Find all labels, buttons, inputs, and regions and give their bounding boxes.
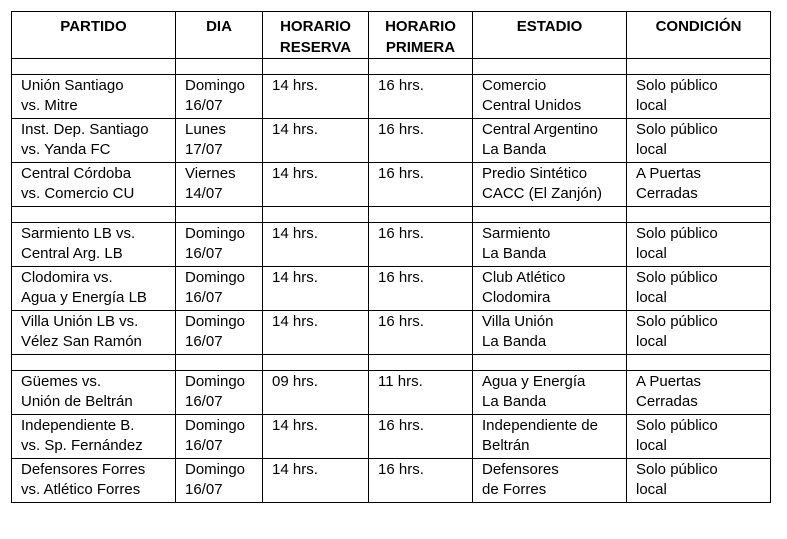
table-row [12, 163, 771, 207]
cell-partido-text: Vélez San Ramón [21, 333, 142, 350]
cell-estadio-text: La Banda [482, 141, 547, 158]
cell-dia [176, 311, 263, 355]
separator-cell [369, 355, 473, 371]
cell-estadio-text: Predio Sintético [482, 165, 588, 182]
cell-dia [176, 75, 263, 119]
cell-estadio-text: La Banda [482, 245, 547, 262]
cell-estadio-text: Clodomira [482, 289, 551, 306]
cell-horario-primera [369, 267, 473, 311]
header-text: DIA [206, 18, 232, 35]
header-text: HORARIO [280, 18, 351, 35]
cell-partido-text: Güemes vs. [21, 373, 102, 390]
cell-condicion-text: Solo público [636, 269, 718, 286]
cell-horario-reserva [263, 415, 369, 459]
cell-horario-primera [369, 163, 473, 207]
cell-estadio-text: Sarmiento [482, 225, 551, 242]
cell-dia-text: Domingo [185, 373, 246, 390]
table-row [12, 119, 771, 163]
header-text: RESERVA [279, 39, 352, 56]
cell-estadio-text: La Banda [482, 393, 547, 410]
cell-partido-text: Inst. Dep. Santiago [21, 121, 149, 138]
cell-estadio-text: Beltrán [482, 437, 530, 454]
cell-partido-text: Agua y Energía LB [21, 289, 147, 306]
header-estadio [473, 12, 627, 59]
cell-dia-text: Domingo [185, 417, 246, 434]
cell-estadio-text: Central Unidos [482, 97, 582, 114]
cell-horario-reserva [263, 223, 369, 267]
cell-dia-text: 16/07 [185, 289, 223, 306]
cell-partido-text: Villa Unión LB vs. [21, 313, 139, 330]
cell-condicion-text: Solo público [636, 461, 718, 478]
cell-partido-text: vs. Comercio CU [21, 185, 135, 202]
cell-condicion [627, 459, 771, 503]
cell-condicion [627, 163, 771, 207]
cell-estadio-text: Central Argentino [482, 121, 598, 138]
cell-estadio [473, 163, 627, 207]
separator-cell [176, 355, 263, 371]
cell-condicion [627, 119, 771, 163]
cell-estadio-text: Agua y Energía [482, 373, 586, 390]
cell-partido-text: Unión de Beltrán [21, 393, 133, 410]
cell-estadio-text: de Forres [482, 481, 547, 498]
cell-horario-reserva-text: 14 hrs. [272, 461, 318, 478]
cell-horario-reserva [263, 459, 369, 503]
header-text: HORARIO [385, 18, 456, 35]
cell-partido-text: vs. Mitre [21, 97, 78, 114]
cell-horario-primera-text: 11 hrs. [378, 373, 423, 390]
cell-estadio [473, 415, 627, 459]
cell-horario-reserva [263, 75, 369, 119]
cell-horario-primera-text: 16 hrs. [378, 269, 424, 286]
cell-condicion-text: local [636, 141, 667, 158]
cell-estadio [473, 119, 627, 163]
group-separator-row [12, 59, 771, 75]
cell-partido-text: vs. Sp. Fernández [21, 437, 143, 454]
cell-partido-text: Central Arg. LB [21, 245, 123, 262]
cell-condicion-text: Solo público [636, 77, 718, 94]
cell-dia-text: 17/07 [185, 141, 223, 158]
cell-condicion-text: Cerradas [636, 393, 698, 410]
separator-cell [473, 207, 627, 223]
cell-condicion-text: local [636, 97, 667, 114]
cell-horario-primera-text: 16 hrs. [378, 121, 424, 138]
header-text: PARTIDO [60, 18, 127, 35]
cell-estadio [473, 371, 627, 415]
cell-condicion-text: local [636, 333, 667, 350]
separator-cell [12, 207, 176, 223]
cell-dia-text: 16/07 [185, 245, 223, 262]
cell-estadio-text: La Banda [482, 333, 547, 350]
cell-dia [176, 371, 263, 415]
cell-horario-reserva [263, 311, 369, 355]
separator-cell [263, 207, 369, 223]
cell-dia-text: 16/07 [185, 97, 223, 114]
cell-condicion-text: A Puertas [636, 165, 702, 182]
cell-dia-text: Viernes [185, 165, 236, 182]
separator-cell [473, 355, 627, 371]
separator-cell [263, 355, 369, 371]
cell-estadio [473, 459, 627, 503]
cell-condicion [627, 223, 771, 267]
header-dia [176, 12, 263, 59]
table-row [12, 415, 771, 459]
cell-condicion-text: local [636, 481, 667, 498]
cell-horario-primera-text: 16 hrs. [378, 165, 424, 182]
table-row [12, 267, 771, 311]
cell-partido [12, 371, 176, 415]
cell-partido [12, 75, 176, 119]
cell-horario-primera [369, 75, 473, 119]
cell-dia-text: Domingo [185, 461, 246, 478]
cell-estadio-text: Villa Unión [482, 313, 554, 330]
cell-estadio-text: Independiente de [482, 417, 598, 434]
cell-dia [176, 459, 263, 503]
cell-horario-reserva-text: 14 hrs. [272, 77, 318, 94]
cell-partido-text: vs. Yanda FC [21, 141, 111, 158]
cell-condicion-text: Solo público [636, 121, 718, 138]
cell-dia-text: 14/07 [185, 185, 223, 202]
cell-dia-text: 16/07 [185, 437, 223, 454]
cell-horario-primera [369, 119, 473, 163]
header-text: ESTADIO [516, 18, 583, 35]
table-body [12, 59, 771, 503]
cell-dia-text: 16/07 [185, 333, 223, 350]
cell-dia-text: 16/07 [185, 481, 223, 498]
cell-dia-text: Domingo [185, 77, 246, 94]
cell-partido-text: Central Córdoba [21, 165, 132, 182]
cell-estadio [473, 311, 627, 355]
cell-condicion-text: A Puertas [636, 373, 702, 390]
cell-estadio-text: CACC (El Zanjón) [482, 185, 603, 202]
table-row [12, 223, 771, 267]
cell-partido [12, 267, 176, 311]
separator-cell [263, 59, 369, 75]
cell-horario-reserva-text: 09 hrs. [272, 373, 318, 390]
cell-condicion-text: local [636, 437, 667, 454]
cell-horario-primera-text: 16 hrs. [378, 225, 424, 242]
cell-horario-primera-text: 16 hrs. [378, 417, 424, 434]
separator-cell [627, 207, 771, 223]
cell-estadio-text: Comercio [482, 77, 547, 94]
cell-horario-reserva-text: 14 hrs. [272, 165, 318, 182]
cell-horario-reserva-text: 14 hrs. [272, 313, 318, 330]
cell-dia [176, 163, 263, 207]
cell-horario-primera-text: 16 hrs. [378, 313, 424, 330]
cell-condicion-text: Solo público [636, 417, 718, 434]
cell-condicion [627, 311, 771, 355]
cell-horario-reserva [263, 119, 369, 163]
cell-condicion [627, 371, 771, 415]
cell-horario-reserva [263, 163, 369, 207]
cell-dia-text: Lunes [185, 121, 226, 138]
cell-partido [12, 119, 176, 163]
cell-partido-text: Independiente B. [21, 417, 135, 434]
cell-partido [12, 223, 176, 267]
cell-condicion-text: local [636, 289, 667, 306]
cell-dia [176, 223, 263, 267]
cell-dia-text: 16/07 [185, 393, 223, 410]
header-condicion [627, 12, 771, 59]
cell-horario-reserva-text: 14 hrs. [272, 121, 318, 138]
group-separator-row [12, 207, 771, 223]
separator-cell [627, 59, 771, 75]
separator-cell [176, 59, 263, 75]
header-text: PRIMERA [385, 39, 456, 56]
separator-cell [176, 207, 263, 223]
cell-condicion-text: Solo público [636, 313, 718, 330]
cell-partido-text: vs. Atlético Forres [21, 481, 141, 498]
separator-cell [369, 59, 473, 75]
cell-condicion-text: Solo público [636, 225, 718, 242]
table-row [12, 459, 771, 503]
cell-partido [12, 163, 176, 207]
cell-horario-primera [369, 223, 473, 267]
cell-horario-primera [369, 415, 473, 459]
separator-cell [473, 59, 627, 75]
table-row [12, 371, 771, 415]
cell-condicion-text: local [636, 245, 667, 262]
header-horario-primera [369, 12, 473, 59]
cell-horario-primera [369, 311, 473, 355]
cell-horario-primera-text: 16 hrs. [378, 77, 424, 94]
cell-dia [176, 267, 263, 311]
header-horario-reserva [263, 12, 369, 59]
cell-horario-primera [369, 459, 473, 503]
cell-condicion [627, 75, 771, 119]
cell-partido-text: Unión Santiago [21, 77, 124, 94]
cell-horario-primera-text: 16 hrs. [378, 461, 424, 478]
cell-horario-reserva-text: 14 hrs. [272, 269, 318, 286]
cell-partido [12, 415, 176, 459]
cell-partido [12, 459, 176, 503]
cell-dia [176, 119, 263, 163]
cell-horario-primera [369, 371, 473, 415]
cell-partido [12, 311, 176, 355]
cell-estadio [473, 223, 627, 267]
table-row [12, 75, 771, 119]
cell-partido-text: Defensores Forres [21, 461, 146, 478]
cell-horario-reserva-text: 14 hrs. [272, 225, 318, 242]
separator-cell [627, 355, 771, 371]
separator-cell [12, 59, 176, 75]
separator-cell [12, 355, 176, 371]
cell-estadio [473, 75, 627, 119]
header-row [12, 12, 771, 59]
cell-partido-text: Clodomira vs. [21, 269, 113, 286]
header-partido [12, 12, 176, 59]
cell-condicion [627, 267, 771, 311]
table-row [12, 311, 771, 355]
cell-estadio-text: Club Atlético [482, 269, 566, 286]
cell-dia-text: Domingo [185, 269, 246, 286]
cell-partido-text: Sarmiento LB vs. [21, 225, 136, 242]
cell-condicion-text: Cerradas [636, 185, 698, 202]
cell-dia [176, 415, 263, 459]
header-text: CONDICIÓN [655, 18, 742, 35]
cell-horario-reserva [263, 267, 369, 311]
cell-dia-text: Domingo [185, 225, 246, 242]
cell-estadio-text: Defensores [482, 461, 559, 478]
group-separator-row [12, 355, 771, 371]
cell-estadio [473, 267, 627, 311]
cell-dia-text: Domingo [185, 313, 246, 330]
separator-cell [369, 207, 473, 223]
cell-condicion [627, 415, 771, 459]
cell-horario-reserva-text: 14 hrs. [272, 417, 318, 434]
cell-horario-reserva [263, 371, 369, 415]
fixture-table [11, 11, 771, 503]
